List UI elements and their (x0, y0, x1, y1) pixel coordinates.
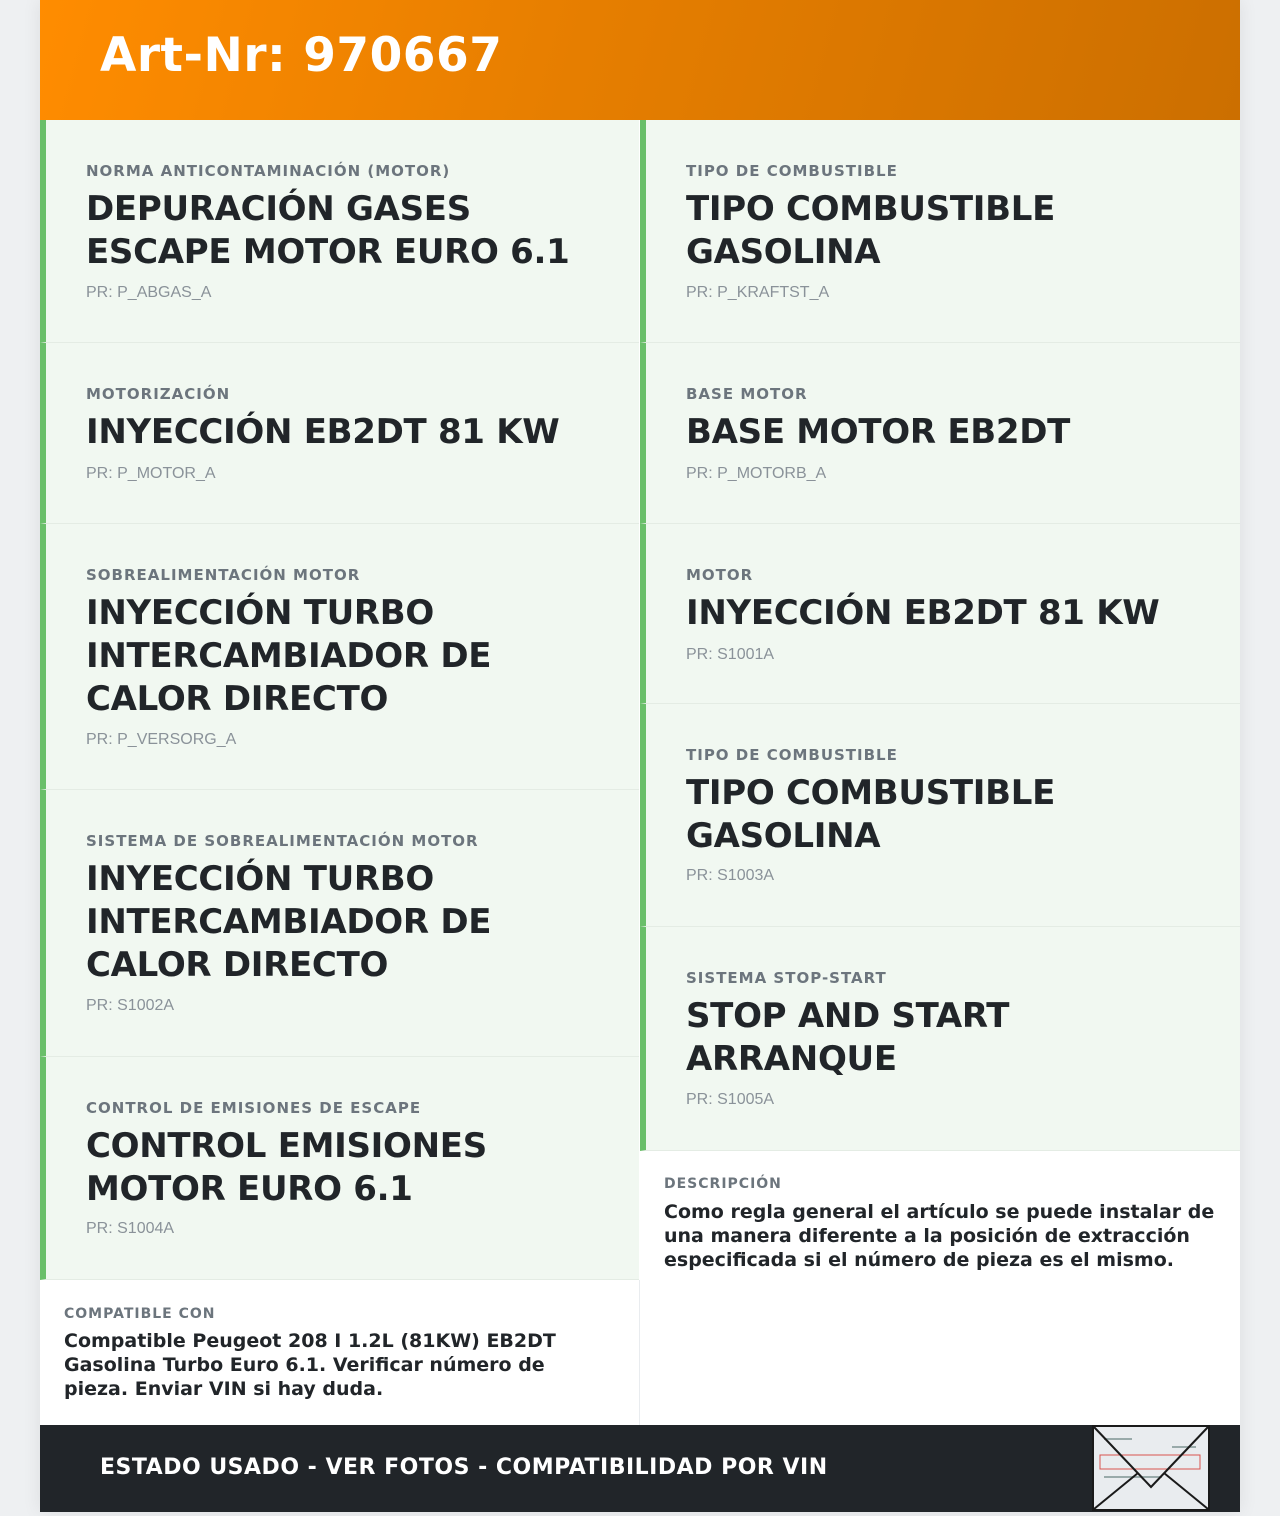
spec-label: MOTOR (686, 566, 754, 584)
page-sheet (40, 0, 1240, 1512)
header-banner (40, 0, 1240, 120)
spec-card (40, 1057, 639, 1280)
footer-bar (40, 1425, 1240, 1512)
spec-label: SOBREALIMENTACIÓN MOTOR (86, 566, 361, 584)
spec-card (640, 927, 1240, 1151)
spec-code: PR: S1005A (686, 1091, 775, 1108)
envelope-icon-graphic (1092, 1425, 1210, 1511)
spec-card (40, 343, 639, 524)
spec-value: INYECCIÓN EB2DT 81 KW (686, 593, 1160, 633)
spec-card (40, 524, 639, 790)
spec-label: NORMA ANTICONTAMINACIÓN (MOTOR) (86, 162, 451, 180)
compatible-label: COMPATIBLE CON (64, 1306, 216, 1322)
compatible-text: Compatible Peugeot 208 I 1.2L (81KW) EB2DT Gasolina Turbo Euro 6.1. Verificar número de pieza. Enviar VIN si hay duda. (64, 1330, 556, 1400)
spec-label: TIPO DE COMBUSTIBLE (686, 746, 898, 764)
spec-value: INYECCIÓN EB2DT 81 KW (86, 412, 560, 452)
spec-code: PR: S1002A (86, 997, 175, 1014)
spec-code: PR: P_MOTORB_A (686, 465, 827, 482)
spec-value: TIPO COMBUSTIBLE GASOLINA (686, 189, 1056, 272)
spec-card (640, 524, 1240, 704)
spec-card (640, 704, 1240, 927)
spec-label: SISTEMA STOP-START (686, 969, 887, 987)
article-number-title: Art-Nr: 970667 (100, 28, 503, 83)
spec-code: PR: P_MOTOR_A (86, 465, 216, 482)
spec-columns (40, 120, 1240, 1425)
spec-code: PR: S1001A (686, 646, 775, 663)
spec-value: DEPURACIÓN GASES ESCAPE MOTOR EURO 6.1 (86, 189, 570, 272)
spec-card (640, 120, 1240, 343)
spec-code: PR: S1004A (86, 1220, 175, 1237)
spec-card (640, 343, 1240, 524)
description-label: DESCRIPCIÓN (664, 1176, 782, 1192)
spec-value: INYECCIÓN TURBO INTERCAMBIADOR DE CALOR DIRECTO (86, 593, 492, 719)
spec-label: MOTORIZACIÓN (86, 385, 231, 403)
spec-label: CONTROL DE EMISIONES DE ESCAPE (86, 1099, 422, 1117)
description-section (640, 1151, 1240, 1425)
spec-label: BASE MOTOR (686, 385, 808, 403)
spec-label: TIPO DE COMBUSTIBLE (686, 162, 898, 180)
spec-code: PR: P_VERSORG_A (86, 731, 237, 748)
spec-value: BASE MOTOR EB2DT (686, 412, 1071, 452)
envelope-icon[interactable] (1092, 1425, 1210, 1511)
spec-value: INYECCIÓN TURBO INTERCAMBIADOR DE CALOR DIRECTO (86, 859, 492, 985)
spec-code: PR: P_KRAFTST_A (686, 284, 830, 301)
spec-card (40, 790, 639, 1057)
spec-value: CONTROL EMISIONES MOTOR EURO 6.1 (86, 1126, 487, 1209)
spec-label: SISTEMA DE SOBREALIMENTACIÓN MOTOR (86, 832, 479, 850)
spec-card (40, 120, 639, 343)
spec-code: PR: P_ABGAS_A (86, 284, 212, 301)
description-text: Como regla general el artículo se puede instalar de una manera diferente a la posición de extracción especificada si el número de pieza es el mismo. (664, 1201, 1215, 1271)
spec-code: PR: S1003A (686, 867, 775, 884)
compatible-section (40, 1280, 640, 1425)
footer-status-text: ESTADO USADO - VER FOTOS - COMPATIBILIDAD POR VIN (100, 1455, 828, 1480)
spec-value: TIPO COMBUSTIBLE GASOLINA (686, 773, 1056, 856)
spec-value: STOP AND START ARRANQUE (686, 996, 1010, 1079)
